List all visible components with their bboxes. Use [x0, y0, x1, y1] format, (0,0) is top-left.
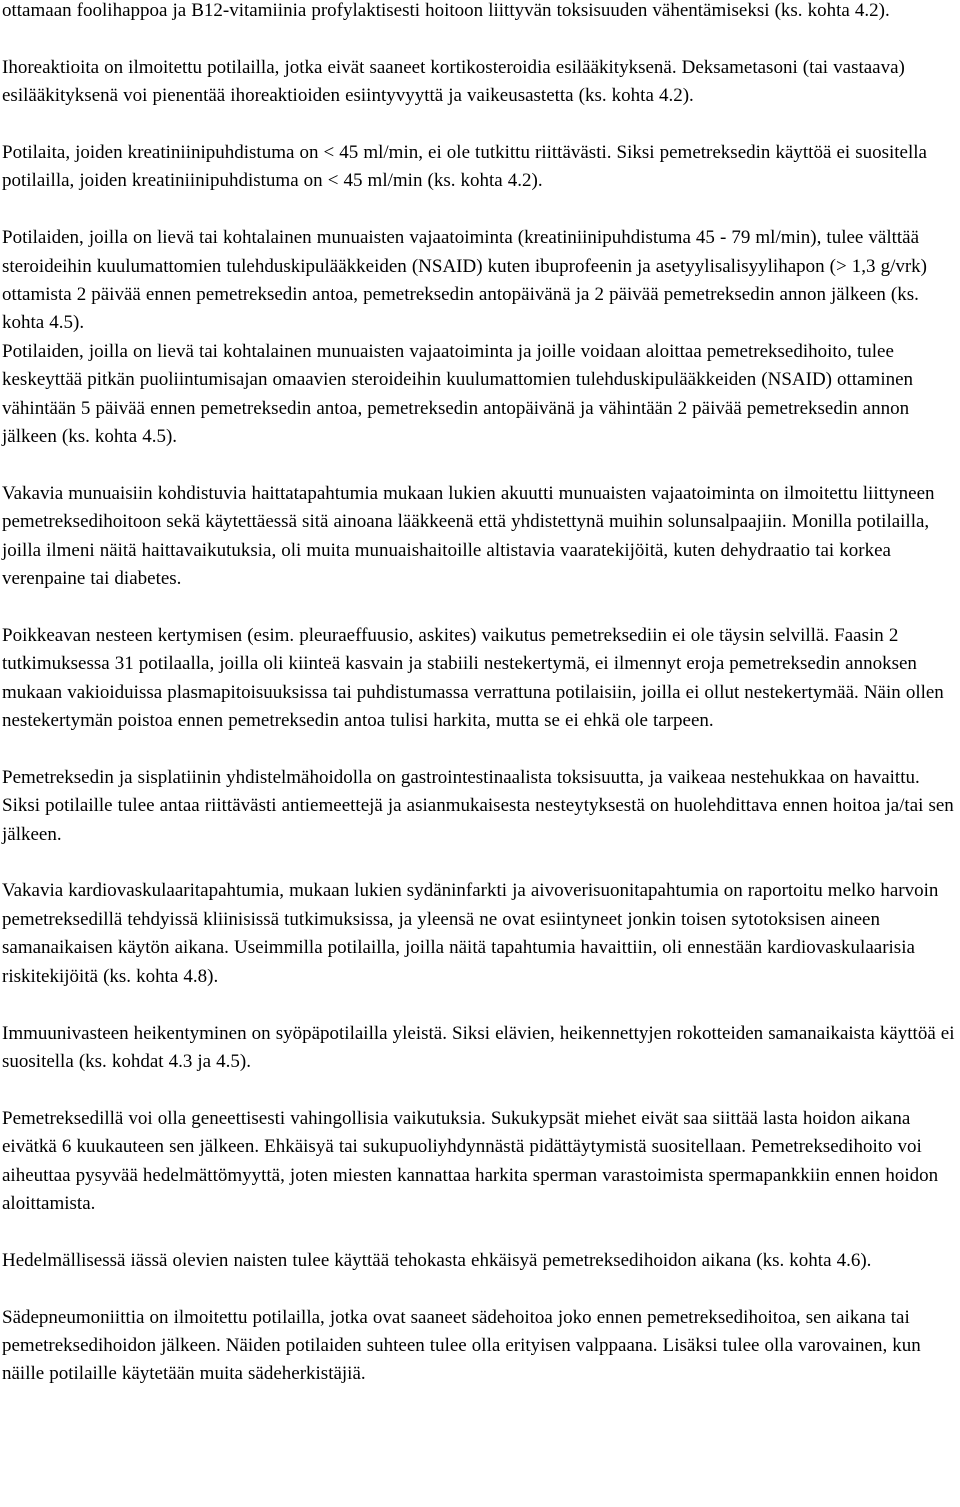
document-body	[2, 0, 957, 1389]
paragraph-folic-acid: ottamaan foolihappoa ja B12-vitamiinia profylaktisesti hoitoon liittyvän toksisuuden vähentämiseksi (ks. kohta 4.2).	[2, 0, 890, 21]
paragraph-gastrointestinal-toxicity: Pemetreksedin ja sisplatiinin yhdistelmähoidolla on gastrointestinaalista toksisuutta, ja vaikeaa nestehukkaa on havaittu. Siksi potilaille tulee antaa riittävästi antiemeettejä ja asianmukaisesta nesteytyksestä on huolehdittava ennen hoitoa ja/tai sen jälkeen.	[2, 766, 954, 845]
paragraph-fluid-accumulation: Poikkeavan nesteen kertymisen (esim. pleuraeffuusio, askites) vaikutus pemetreksediin ei ole täysin selvillä. Faasin 2 tutkimuksessa 31 potilaalla, joilla oli kiinteä kasvain ja stabiili nestekertymä, ei ilmennyt eroja pemetreksedin annoksen mukaan vakioiduissa plasmapitoisuuksissa tai puhdistumassa verrattuna potilaisiin, joilla ei ollut nestekertymää. Näin ollen nestekertymän poistoa ennen pemetreksedin antoa tulisi harkita, mutta se ei ehkä ole tarpeen.	[2, 624, 944, 732]
paragraph-contraception: Hedelmällisessä iässä olevien naisten tulee käyttää tehokasta ehkäisyä pemetreksedihoidon aikana (ks. kohta 4.6).	[2, 1249, 872, 1271]
paragraph-creatinine-clearance: Potilaita, joiden kreatiniinipuhdistuma on < 45 ml/min, ei ole tutkittu riittävästi. Siksi pemetreksedin käyttöä ei suositella potilailla, joiden kreatiniinipuhdistuma on < 45 ml/min (ks. kohta 4.2).	[2, 142, 927, 192]
paragraph-radiation-pneumonitis: Sädepneumoniittia on ilmoitettu potilailla, jotka ovat saaneet sädehoitoa joko ennen pemetreksedihoitoa, sen aikana tai pemetreksedihoidon jälkeen. Näiden potilaiden suhteen tulee olla erityisen valppaana. Lisäksi tulee olla varovainen, kun näille potilaille käytetään muita sädeherkistäjiä.	[2, 1306, 921, 1385]
paragraph-cardiovascular-events: Vakavia kardiovaskulaaritapahtumia, mukaan lukien sydäninfarkti ja aivoverisuonitapahtumia on raportoitu melko harvoin pemetreksedillä tehdyissä kliinisissä tutkimuksissa, ja yleensä ne ovat esiintyneet jonkin toisen sytotoksisen aineen samanaikaisen käytön aikana. Useimmilla potilailla, joilla näitä tapahtumia havaittiin, oli ennestään kardiovaskulaarisia riskitekijöitä (ks. kohta 4.8).	[2, 880, 939, 987]
paragraph-renal-adverse-events: Vakavia munuaisiin kohdistuvia haittatapahtumia mukaan lukien akuutti munuaisten vajaatoiminta on ilmoitettu liittyneen pemetreksedihoitoon sekä käytettäessä sitä ainoana lääkkeenä että yhdistettynä muihin solunsalpaajiin. Monilla potilailla, joilla ilmeni näitä haittavaikutuksia, oli muita munuaishaitoille altistavia vaaratekijöitä, kuten dehydraatio tai korkea verenpaine tai diabetes.	[2, 482, 935, 590]
paragraph-genotoxicity: Pemetreksedillä voi olla geneettisesti vahingollisia vaikutuksia. Sukukypsät miehet eivät saa siittää lasta hoidon aikana eivätkä 6 kuukauteen sen jälkeen. Ehkäisyä tai sukupuoliyhdynnästä pidättäytymistä suositellaan. Pemetreksedihoito voi aiheuttaa pysyvää hedelmättömyyttä, joten miesten kannattaa harkita sperman varastoimista spermapankkiin ennen hoidon aloittamista.	[2, 1107, 939, 1214]
paragraph-renal-impairment-nsaid-short: Potilaiden, joilla on lievä tai kohtalainen munuaisten vajaatoiminta (kreatiniinipuhdistuma 45 - 79 ml/min), tulee välttää steroideihin kuulumattomien tulehduskipulääkkeiden (NSAID) kuten ibuprofeenin ja asetyylisalisyylihapon (> 1,3 g/vrk) ottamista 2 päivää ennen pemetreksedin antoa, pemetreksedin antopäivänä ja 2 päivää pemetreksedin annon jälkeen (ks. kohta 4.5).	[2, 227, 928, 334]
paragraph-renal-impairment-nsaid-long: Potilaiden, joilla on lievä tai kohtalainen munuaisten vajaatoiminta ja joille voidaan aloittaa pemetreksedihoito, tulee keskeyttää pitkän puoliintumisajan omaavien steroideihin kuulumattomien tulehduskipulääkkeiden (NSAID) ottaminen vähintään 5 päivää ennen pemetreksedin antoa, pemetreksedin antopäivänä ja vähintään 2 päivää pemetreksedin annon jälkeen (ks. kohta 4.5).	[2, 340, 914, 448]
paragraph-skin-reactions: Ihoreaktioita on ilmoitettu potilailla, jotka eivät saaneet kortikosteroidia esilääkityksenä. Deksametasoni (tai vastaava) esilääkityksenä voi pienentää ihoreaktioiden esiintyvyyttä ja vaikeusastetta (ks. kohta 4.2).	[2, 56, 905, 107]
paragraph-immunosuppression: Immuunivasteen heikentyminen on syöpäpotilailla yleistä. Siksi elävien, heikennettyjen rokotteiden samanaikaista käyttöä ei suositella (ks. kohdat 4.3 ja 4.5).	[2, 1022, 955, 1072]
